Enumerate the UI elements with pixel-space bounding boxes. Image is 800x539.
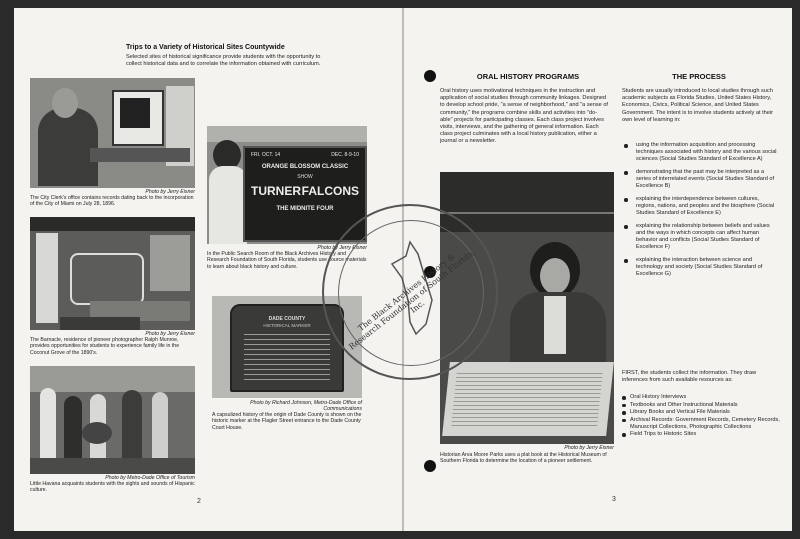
- left-page-title: Trips to a Variety of Historical Sites Countywide: [126, 44, 285, 51]
- archive-stamp: [322, 204, 498, 380]
- poster-line5: THE MIDNITE FOUR: [276, 206, 334, 212]
- poster-date-left: FRI. OCT. 14: [251, 152, 281, 158]
- list-item: explaining the interaction between science and technology and society (Social Studies Standard of Excellence G): [622, 257, 780, 278]
- brochure-spread: [14, 8, 792, 531]
- marker-line2: HISTORICAL MARKER: [263, 323, 311, 328]
- oral-history-title: ORAL HISTORY PROGRAMS: [476, 72, 580, 81]
- photo-barnacle: [30, 217, 195, 330]
- process-list: [622, 142, 780, 284]
- list-item: explaining the relationship between beliefs and values and the ways in which concepts can affect human behavior and conflicts (Social Studies Standard of Excellence F): [622, 223, 780, 251]
- photo-caption: In the Public Search Room of the Black Archives History and Research Foundation of South Florida, students use source materials to learn about black history and culture.: [207, 251, 367, 270]
- poster-date-right: DEC. 8-9-10: [331, 152, 359, 158]
- marker-line1: DADE COUNTY: [268, 316, 306, 322]
- poster-line2: TURNER: [251, 184, 301, 198]
- binder-hole: [424, 70, 436, 82]
- photo-caption: Historian Arva Moore Parks uses a plat book at the Historical Museum of Southern Florida to determine the location of a pioneer settlement.: [440, 452, 607, 465]
- photo-credit: Photo by Jerry Eisner: [145, 331, 195, 337]
- list-item: Field Trips to Historic Sites: [622, 431, 780, 438]
- resources-list: [622, 394, 780, 439]
- photo-credit: Photo by Jerry Eisner: [564, 445, 614, 451]
- page-number-left: 2: [197, 498, 201, 505]
- list-item: Textbooks and Other Instructional Materials: [622, 402, 780, 409]
- first-text: FIRST, the students collect the information. They draw inferences from such available resources as:: [622, 370, 757, 384]
- list-item: Library Books and Vertical File Materials: [622, 409, 780, 416]
- photo-credit: Photo by Jerry Eisner: [145, 189, 195, 195]
- photo-caption: Little Havana acquaints students with the sights and sounds of Hispanic culture.: [30, 481, 195, 494]
- poster-line3: SHOW: [297, 174, 313, 180]
- photo-little-havana: [30, 366, 195, 474]
- photo-caption: A capsulized history of the origin of Dade County is shown on the historic marker at the Flagler Street entrance to the Dade County Court House.: [212, 412, 362, 431]
- photo-credit: Photo by Richard Johnson, Metro-Dade Office of Communications: [250, 400, 362, 412]
- poster-line4: FALCONS: [301, 184, 359, 198]
- list-item: Oral History Interviews: [622, 394, 780, 401]
- process-intro: Students are usually introduced to local studies through such academic subjects as Florida Studies, United States History, Economics, Civics, Political Science, and United States Government. The intent is to involve students actively at their own level of learning in:: [622, 88, 774, 123]
- photo-caption: The City Clerk's office contains records dating back to the incorporation of the City of Miami on July 28, 1896.: [30, 195, 194, 208]
- process-title: THE PROCESS: [672, 72, 726, 81]
- poster-line1: ORANGE BLOSSOM CLASSIC: [261, 164, 349, 170]
- binder-hole: [424, 460, 436, 472]
- left-page-intro: Selected sites of historical significance provide students with the opportunity to collect historical data and to correlate the information obtained with curriculum.: [126, 54, 321, 68]
- stamp-text: The Black Archives History & Research Foundation of South Florida, Inc.: [347, 247, 477, 352]
- photo-caption: The Barnacle, residence of pioneer photographer Ralph Munroe, provides opportunities for students to experience family life in the Coconut Grove of the 1890's.: [30, 337, 180, 356]
- list-item: using the information acquisition and processing techniques associated with history and the various social sciences (Social Studies Standard of Excellence A): [622, 142, 780, 163]
- list-item: Archival Records: Government Records, Cemetery Records, Manuscript Collections, Photographic Collections: [622, 417, 780, 431]
- oral-history-text: Oral history uses motivational techniques in the instruction and application of social studies through community linkages. Designed to develop school pride, "a sense of neighborhood," and "a sense of community," the programs combine skills and activities into "do-able" projects for participating classes. Each class project involves visits, interviews, and the gathering of general information. Each class project culminates with a local history publication, either a journal or a newsletter.: [440, 88, 608, 145]
- list-item: explaining the interdependence between cultures, regions, nations, and peoples and the biosphere (Social Studies Standard of Excellence E): [622, 196, 780, 217]
- page-number-right: 3: [612, 496, 616, 503]
- photo-city-clerk: [30, 78, 195, 188]
- photo-credit: Photo by Metro-Dade Office of Tourism: [105, 475, 195, 481]
- list-item: demonstrating that the past may be interpreted as a series of interrelated events (Social Studies Standard of Excellence B): [622, 169, 780, 190]
- photo-credit: Photo by Jerry Eisner: [317, 245, 367, 251]
